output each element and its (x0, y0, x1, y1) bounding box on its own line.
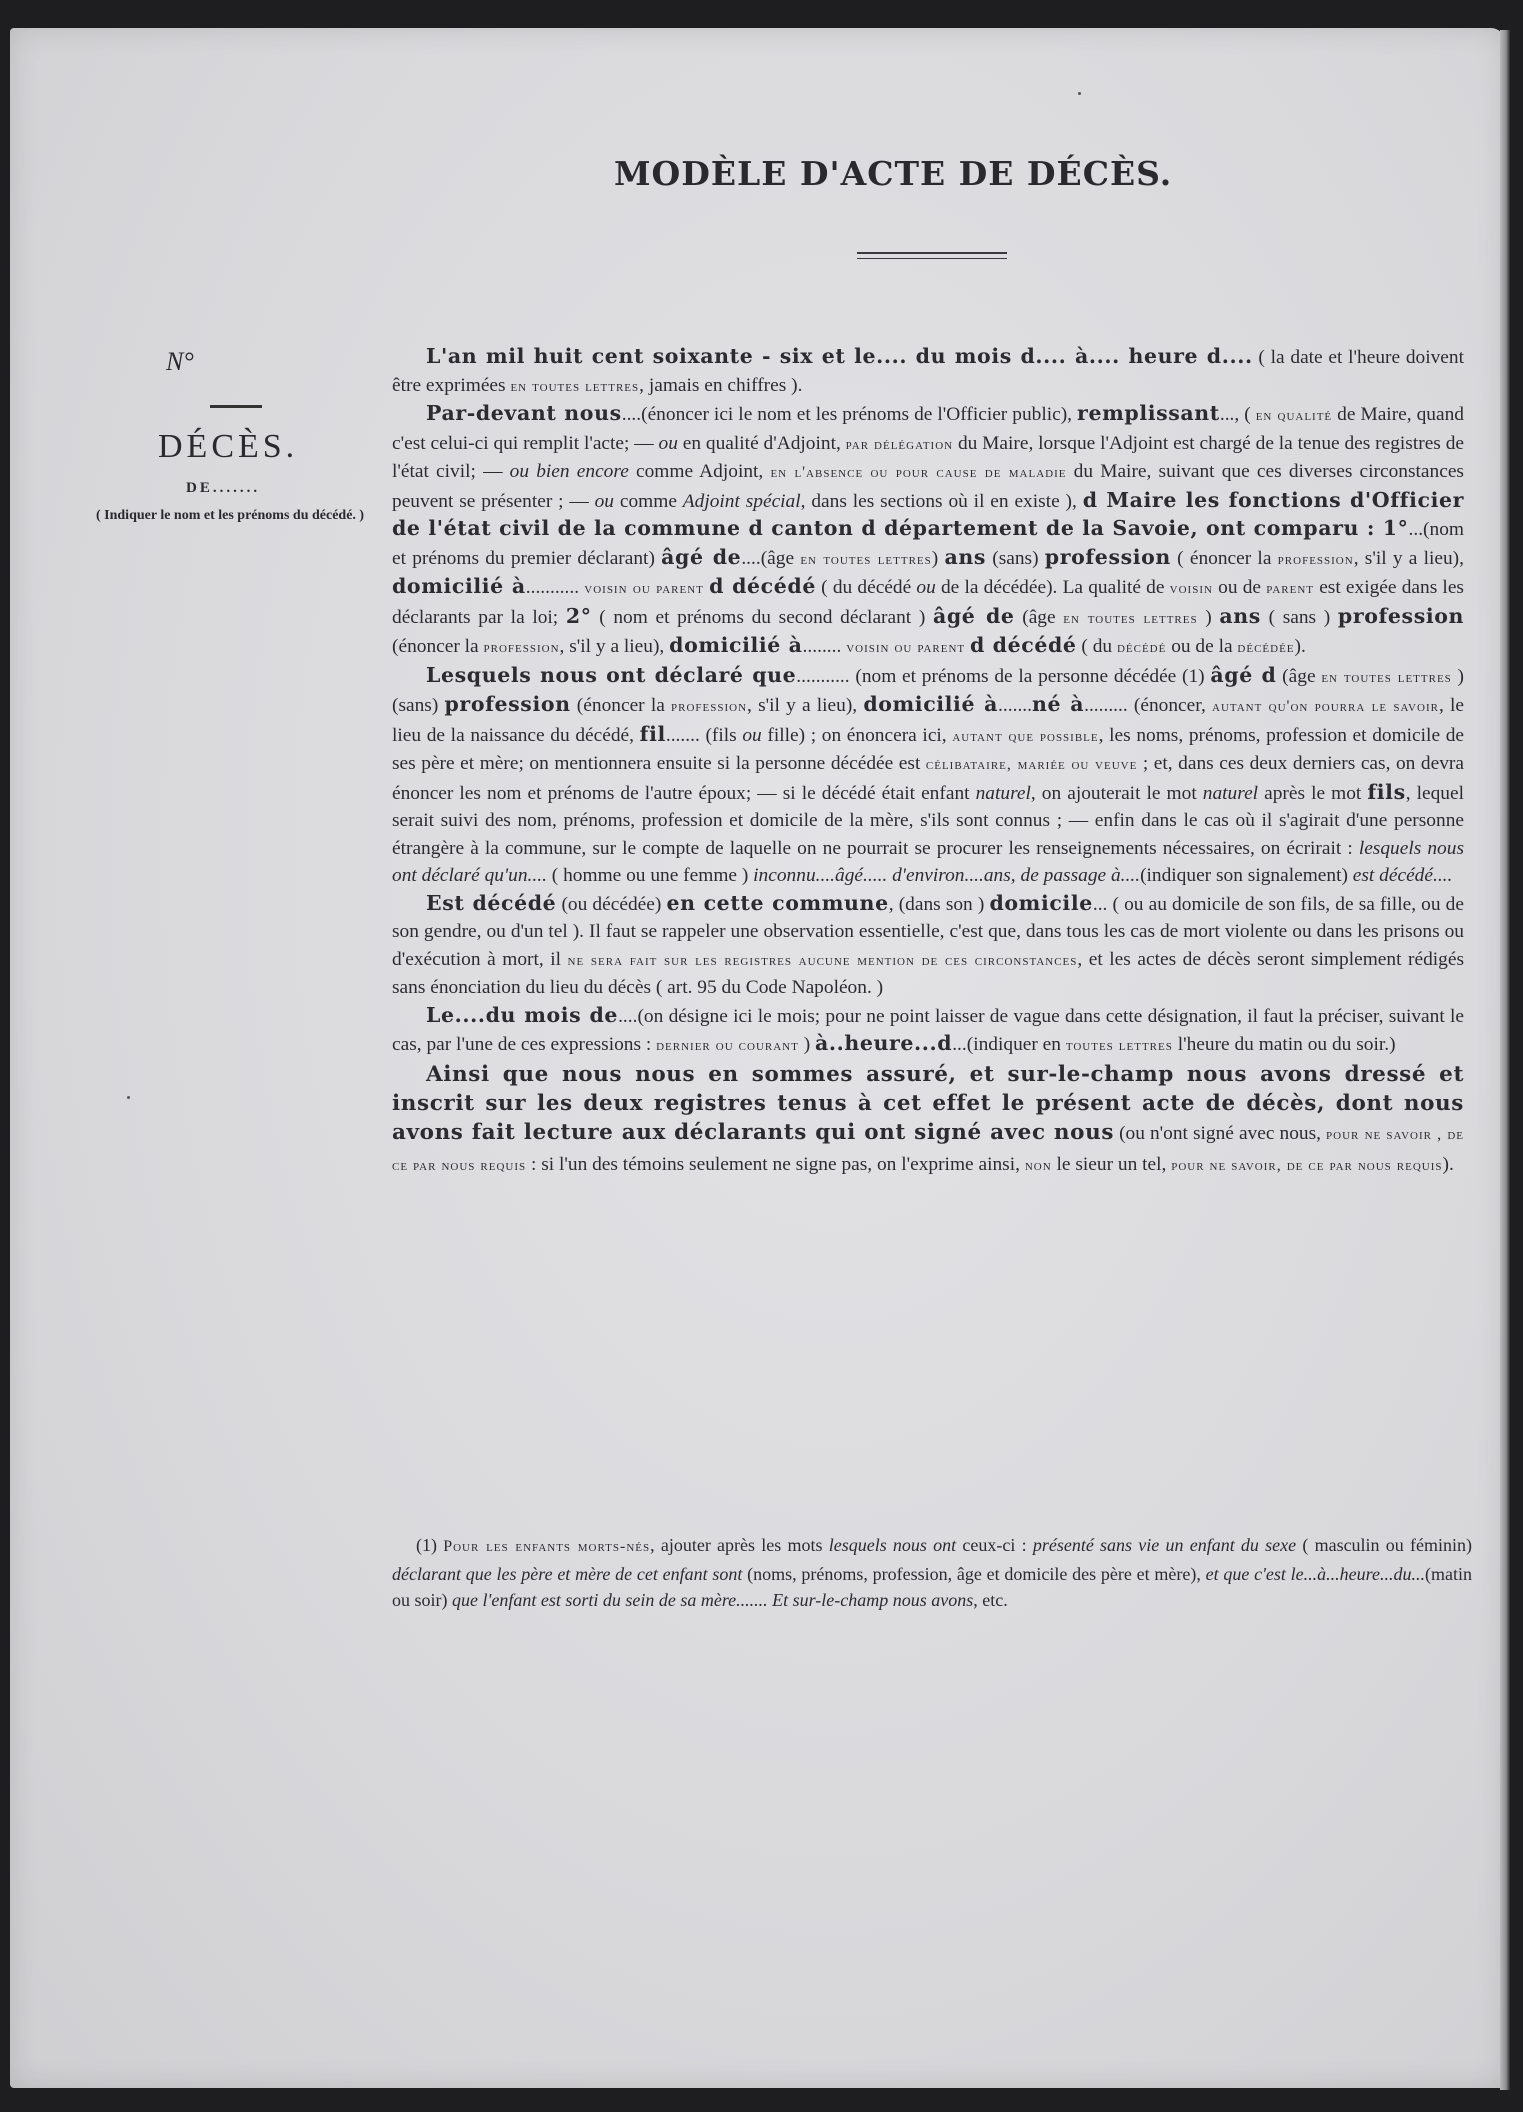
text-run: , s'il y a lieu), (747, 695, 864, 716)
text-run: ou de la (1166, 636, 1238, 657)
text-run: , ajouter après les mots (650, 1535, 829, 1555)
text-run: ) (798, 1034, 815, 1055)
text-run: voisin ou parent (584, 580, 704, 597)
text-run: en toutes lettres (1063, 609, 1198, 627)
text-run: comme Adjoint, (628, 461, 771, 482)
text-run: (énoncer la (570, 695, 671, 716)
text-run: (1) (416, 1535, 444, 1555)
text-run: naturel (975, 782, 1031, 804)
text-run: ....(on désigne ici le mois; pour ne point laisser de vague dans cette désignation, il faut la préciser, suivant le cas, par l'une de ces expressions : (392, 1005, 1464, 1055)
closing-bold-text: Ainsi que nous nous en sommes assuré, et sur-le-champ nous avons dressé et inscrit sur les deux registres tenus à cet effet le présent acte de décès, dont nous avons fait lecture aux déclarants qui ont signé avec nous (392, 1061, 1464, 1145)
text-run: (ou décédée) (556, 893, 667, 915)
text-run: toutes lettres (1065, 1037, 1173, 1054)
text-run: d Maire les fonctions d'Officier de l'état civil de la commune d canton d département de la Savoie, ont comparu : 1° (392, 487, 1465, 540)
text-run: autant que possible (952, 727, 1099, 745)
text-run: dernier ou courant (656, 1037, 799, 1054)
text-run: naturel (1202, 782, 1259, 804)
text-run: (sans) (986, 547, 1045, 569)
text-run: est exigée dans les déclarants par la loi; (392, 577, 1464, 628)
text-run: décédée (1237, 639, 1295, 656)
text-run: ) (sans) (392, 665, 1465, 716)
text-run: domicilié à (669, 633, 803, 657)
text-run: né à (1031, 692, 1085, 716)
text-run: ou (742, 724, 762, 746)
margin-instruction: ( Indiquer le nom et les prénoms du décédé. ) (96, 508, 365, 523)
text-run: , dans les sections où il en existe ), (800, 490, 1083, 512)
text-run: lesquels nous ont déclaré qu'un.... (392, 837, 1464, 886)
text-run: du Maire, suivant que ces diverses circonstances peuvent se présenter ; — (392, 461, 1464, 512)
text-run: Par-devant nous (426, 401, 622, 425)
text-run: profession (1044, 544, 1171, 569)
text-run: profession (1277, 550, 1354, 568)
text-run: ou (916, 577, 936, 598)
text-run: profession (444, 692, 571, 716)
act-paragraph (392, 343, 1464, 400)
text-run: décédé (1116, 639, 1167, 656)
text-run: ; et, dans ces deux derniers cas, on devra énoncer les nom et prénoms de l'autre époux; — si le décédé était enfant (392, 753, 1464, 804)
text-run: (indiquer son signalement) (1140, 865, 1353, 886)
text-run: (âge (1014, 606, 1064, 628)
margin-heading: DÉCÈS. (158, 428, 299, 465)
text-run: ....(énoncer ici le nom et les prénoms de l'Officier public), (621, 404, 1078, 425)
text-run: , etc. (973, 1590, 1008, 1610)
text-run: ( nom et prénoms du second déclarant ) (591, 606, 933, 628)
text-run: ........... (nom et prénoms de la personne décédée (1) (796, 665, 1211, 687)
text-run: (âge (1276, 665, 1322, 687)
text-run: , le lieu de la naissance du décédé, (392, 695, 1464, 746)
text-run: ........... (525, 577, 585, 598)
text-run: ( énoncer la (1170, 547, 1278, 569)
text-run: ......... (énoncer, (1084, 695, 1212, 716)
text-run: , jamais en chiffres ). (639, 374, 803, 396)
text-run: ( masculin ou féminin) (1296, 1535, 1472, 1555)
page-edge (1500, 30, 1510, 2090)
text-run: voisin ou parent (846, 639, 966, 656)
act-paragraph (392, 1002, 1464, 1060)
text-run: ........ (802, 636, 847, 657)
text-run: Lesquels nous ont déclaré que (426, 662, 797, 687)
text-run: domicile (989, 890, 1093, 915)
text-run: voisin (1169, 580, 1213, 597)
text-run: ne sera fait sur les registres aucune mention de ces circonstances (567, 951, 1078, 969)
text-run: et que c'est le...à...heure...du... (1205, 1563, 1425, 1584)
text-run: , et les actes de décès seront simplement rédigés sans énonciation du lieu du décès ( art. 95 du Code Napoléon. ) (392, 948, 1464, 998)
text-run: ...(indiquer en (952, 1034, 1066, 1055)
text-run: d décédé (969, 633, 1077, 657)
text-run: inconnu....âgé..... d'environ....ans, de passage à.... (753, 865, 1141, 886)
text-run: comme (614, 490, 683, 512)
text-run: remplissant (1077, 401, 1220, 425)
text-run: ....... (fils (665, 724, 743, 746)
margin-number-label: N° (166, 347, 194, 376)
act-body (392, 343, 1464, 1180)
text-run: profession (1337, 603, 1465, 628)
act-paragraph (392, 890, 1464, 1002)
text-run: domicilié à (392, 574, 526, 598)
text-run: Le....du mois de (426, 1002, 619, 1027)
text-run: , s'il y a lieu), (1353, 547, 1464, 569)
text-run: pour ne savoir, de ce par nous requis (1171, 1156, 1443, 1174)
text-run: est décédé.... (1352, 865, 1453, 886)
text-run: (noms, prénoms, profession, âge et domicile des père et mère), (742, 1563, 1206, 1584)
text-run: ans (944, 544, 986, 569)
footnote (392, 1532, 1472, 1614)
text-run: de la décédée). La qualité de (935, 577, 1170, 598)
text-run: déclarant que les père et mère de cet enfant sont (392, 1563, 743, 1584)
text-run: âgé de (661, 544, 742, 569)
text-run: ( du (1076, 636, 1117, 657)
act-paragraph (392, 662, 1464, 890)
text-run: en qualité (1255, 407, 1333, 424)
text-run: à..heure...d (815, 1031, 953, 1055)
text-run: ou (658, 432, 678, 454)
text-run: ( du décédé (815, 577, 917, 598)
text-run: âgé de (932, 603, 1015, 628)
footnote-text (392, 1532, 1472, 1614)
text-run: Pour les enfants morts-nés (443, 1538, 651, 1555)
text-run: en l'absence ou pour cause de maladie (770, 464, 1067, 481)
text-run: ou de (1212, 577, 1267, 598)
text-run: , on ajouterait le mot (1030, 782, 1203, 804)
text-run: (énoncer la (392, 636, 484, 657)
text-run: ..., ( (1219, 404, 1256, 425)
text-run: (ou n'ont signé avec nous, (1114, 1122, 1327, 1144)
text-run: ans (1219, 603, 1261, 628)
text-run: en qualité d'Adjoint, (677, 432, 846, 454)
text-run: l'heure du matin ou du soir.) (1172, 1034, 1396, 1055)
text-run: fille) ; on énoncera ici, (761, 724, 953, 746)
act-paragraph (392, 400, 1464, 662)
text-run: ... ( ou au domicile de son fils, de sa fille, ou de son gendre, ou d'un tel ). Il faut se rappeler une observation essentielle, c'est que, dans tous les cas de mort violente ou dans les prisons ou d'exécution à mort, il (392, 893, 1464, 970)
title-rule (857, 252, 1007, 254)
text-run: L'an mil huit cent soixante - six et le.... du mois d.... à.... heure d.... (426, 344, 1253, 368)
text-run: en toutes lettres (510, 377, 640, 395)
ink-speck (127, 1096, 130, 1099)
text-run: âgé d (1210, 662, 1277, 687)
page-title: MODÈLE D'ACTE DE DÉCÈS. (614, 154, 1173, 193)
ink-speck (1078, 92, 1081, 95)
text-run: fil (639, 721, 666, 746)
text-run: par délégation (845, 435, 954, 453)
text-run: ). (1442, 1153, 1454, 1175)
text-run: autant qu'on pourra le savoir (1212, 698, 1439, 715)
text-run: ....... (998, 695, 1032, 716)
text-run: en cette commune (666, 890, 889, 915)
text-run: ou bien encore (509, 461, 629, 482)
text-run: du Maire, lorsque l'Adjoint est chargé de la tenue des registres de l'état civil; — (392, 432, 1465, 482)
text-run: en toutes lettres (800, 550, 932, 568)
text-run: ) (931, 547, 945, 569)
text-run: que l'enfant est sorti du sein de sa mère....... Et sur-le-champ nous avons (452, 1590, 974, 1610)
text-run: ). (1294, 636, 1306, 657)
text-run: : si l'un des témoins seulement ne signe pas, on l'exprime ainsi, (526, 1153, 1025, 1175)
text-run: fils (1367, 779, 1406, 804)
text-run: non (1024, 1156, 1052, 1174)
text-run: ceux-ci : (956, 1535, 1033, 1555)
text-run: profession (671, 698, 748, 715)
text-run: présenté sans vie un enfant du sexe (1032, 1535, 1297, 1555)
text-run: célibataire, mariée ou veuve (925, 756, 1138, 773)
text-run: (matin ou soir) (392, 1563, 1472, 1610)
text-run: domicilié à (863, 692, 999, 716)
text-run: 2° (565, 603, 592, 628)
text-run: , les noms, prénoms, profession et domicile de ses père et mère; on mentionnera ensuite si la personne décédée est (392, 724, 1465, 774)
text-run: , lequel serait suivi des nom, prénoms, profession et domicile de la mère, s'ils sont connus ; — enfin dans le cas où il s'agirait d'une personne étrangère à la commune, sur le compte de laquelle on ne pourrait se procurer les renseignements nécessaires, on écrirait : (392, 782, 1464, 859)
text-run: lesquels nous ont (828, 1535, 957, 1555)
text-run: ...(nom et prénoms du premier déclarant) (392, 519, 1464, 569)
text-run: ....(âge (741, 547, 801, 569)
text-run: d décédé (709, 574, 816, 598)
text-run: , s'il y a lieu), (559, 636, 670, 657)
text-run: le sieur un tel, (1051, 1153, 1172, 1175)
text-run: ) (1197, 606, 1220, 628)
text-run: pour ne savoir , de ce par nous requis (392, 1125, 1465, 1174)
text-run: ( homme ou une femme ) (546, 865, 754, 886)
margin-de-label: DE....... (186, 480, 261, 496)
text-run: en toutes lettres (1321, 668, 1452, 686)
text-run: , (dans son ) (888, 893, 990, 915)
text-run: après le mot (1258, 782, 1368, 804)
text-run: ( la date et l'heure doivent être exprimées (392, 347, 1464, 396)
text-run: Adjoint spécial (682, 490, 801, 512)
text-run: parent (1266, 580, 1314, 597)
closing-paragraph (392, 1060, 1464, 1180)
text-run: de Maire, quand c'est celui-ci qui remplit l'acte; — (392, 404, 1464, 454)
margin-rule (210, 405, 262, 408)
text-run: ou (594, 490, 614, 512)
text-run: profession (483, 639, 560, 656)
text-run: ( sans ) (1260, 606, 1338, 628)
text-run: Est décédé (426, 890, 557, 915)
title-rule-thin (857, 258, 1007, 259)
